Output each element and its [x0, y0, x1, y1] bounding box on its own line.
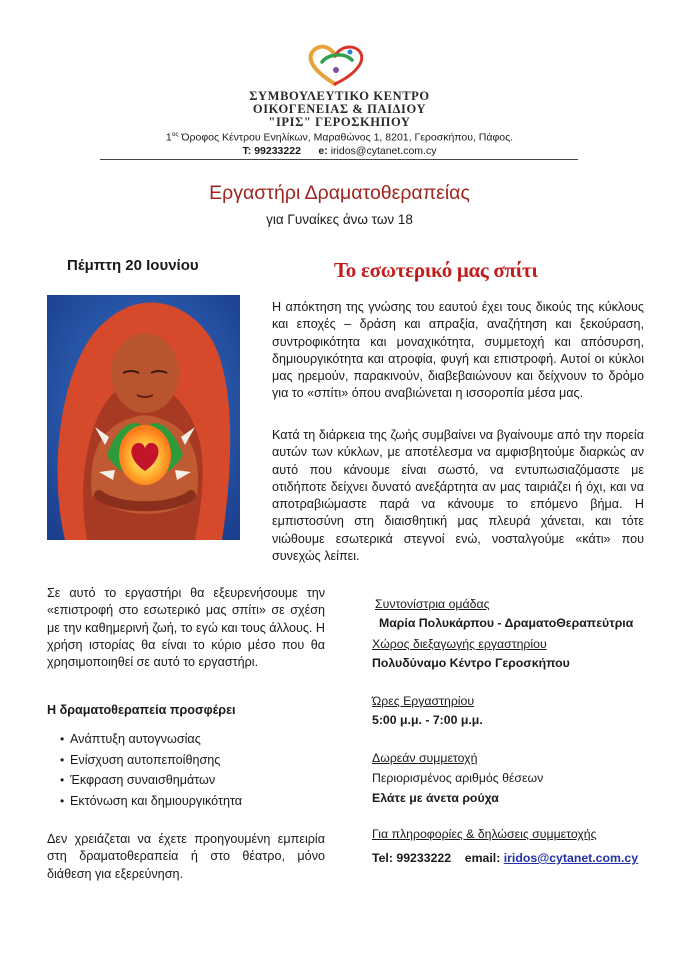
free-participation-label: Δωρεάν συμμετοχή [372, 751, 478, 765]
contact-email-link[interactable]: iridos@cytanet.com.cy [503, 851, 639, 865]
hours-value: 5:00 μ.μ. - 7:00 μ.μ. [372, 713, 483, 727]
benefits-title: Η δραματοθεραπεία προσφέρει [47, 703, 236, 717]
woman-heart-painting [47, 295, 240, 540]
heart-logo-icon [300, 40, 370, 88]
benefit-item: • Ανάπτυξη αυτογνωσίας [60, 729, 242, 750]
address: $1^{o\varsigma}$ Όροφος Κέντρου Ενηλίκων, Μαραθώνος 1, 8201, Γεροσκήπου, Πάφος. [165, 131, 514, 144]
workshop-heading: Το εσωτερικό μας σπίτι [334, 258, 538, 282]
email-label: e: [318, 145, 328, 157]
contact-tel: 99233222 [396, 851, 452, 865]
tel-number: 99233222 [254, 145, 301, 157]
life-paragraph: Κατά τη διάρκεια της ζωής συμβαίνει να βγαίνουμε από την πορεία αυτών των κύκλων, με αποτέλεσμα να αμφισβητούμε διαρκώς αν αυτό που κάνουμε είναι σωστό, να εντυπωσιαζόμαστε με οτιδήποτε δείχνει δυνατό ανεξάρτητα αν μας ταιριάζει ή όχι, και να αποτραβιώμαστε παρά να κάνουμε το επόμενο βήμα. Η εμπιστοσύνη στη διαισθητική μας πλευρά χάνεται, και τότε νιώθουμε εσωτερικά στεγνοί ενώ, νοσταλγούμε «κάτι» που συνεχώς λείπει. [272, 428, 644, 564]
tel-label: T: [242, 145, 252, 157]
org-name-line-1: ΣΥΜΒΟΥΛΕΥΤΙΚΟ ΚΕΝΤΡΟ [249, 89, 430, 103]
hours-label: Ώρες Εργαστηρίου [372, 694, 475, 708]
limited-seats-text: Περιορισμένος αριθμός θέσεων [372, 771, 544, 785]
workshop-paragraph: Σε αυτό το εργαστήρι θα εξευρενήσουμε την «επιστροφή στο εσωτερικό μας σπίτι» σε σχέση με την καθημερινή ζωή, το εγώ και τους άλλους. Η χρήση ιστορίας θα είναι το κύριο μέσο που θα χρησιμοποιηθεί σε αυτό το εργαστήρι. [47, 586, 326, 670]
contact-email-label: email: [464, 851, 501, 865]
benefit-item: • Ενίσχυση αυτοπεποίθησης [60, 750, 242, 771]
header-contact [0, 145, 679, 157]
benefit-item: • Έκφραση συναισθημάτων [60, 770, 242, 791]
event-title: Εργαστήρι Δραματοθεραπείας [209, 182, 470, 204]
requirements-paragraph: Δεν χρειάζεται να έχετε προηγουμένη εμπειρία στη δραματοθεραπεία ή στο θέατρο, μόνο διάθεση για εξερεύνηση. [47, 832, 325, 881]
intro-paragraph: Η απόκτηση της γνώσης του εαυτού έχει τους δικούς της κύκλους και εποχές – δράση και απραξία, αναζήτηση και ξεκούραση, συντροφικότητα και μοναχικότητα, συμμετοχή και απόσυρση, δημιουργικότητα και ατροφία, φυγή και επιστροφή. Αυτοί οι κύκλοι μας ηρεμούν, παρακινούν, διαβεβαιώνουν και δείχνουν το δρόμο για το «σπίτι» όπου αναβιώνεται η ισσοροπία μέσα μας. [272, 300, 644, 401]
org-name-line-2: ΟΙΚΟΓΕΝΕΙΑΣ & ΠΑΙΔΙΟΥ [252, 102, 427, 116]
contact-label: Για πληροφορίες & δηλώσεις συμμετοχής [372, 827, 597, 841]
coordinator-label: Συντονίστρια ομάδας [375, 597, 490, 611]
header-email[interactable]: iridos@cytanet.com.cy [330, 145, 437, 157]
venue-label: Χώρος διεξαγωγής εργαστηρίου [372, 637, 547, 651]
benefits-list [60, 729, 242, 811]
benefit-item: • Εκτόνωση και δημιουργικότητα [60, 791, 242, 812]
event-date: Πέμπτη 20 Ιουνίου [67, 257, 199, 274]
contact-line [372, 851, 638, 865]
coordinator-name: Μαρία Πολυκάρπου - ΔραματοΘεραπεύτρια [379, 616, 634, 630]
venue-name: Πολυδύναμο Κέντρο Γεροσκήπου [372, 656, 570, 670]
clothing-note: Ελάτε με άνετα ρούχα [372, 791, 499, 805]
contact-tel-label: Tel: [372, 851, 393, 865]
header-divider [100, 159, 578, 160]
org-name-line-3: "ΙΡΙΣ" ΓΕΡΟΣΚΗΠΟΥ [268, 115, 411, 129]
event-subtitle: για Γυναίκες άνω των 18 [266, 212, 413, 227]
